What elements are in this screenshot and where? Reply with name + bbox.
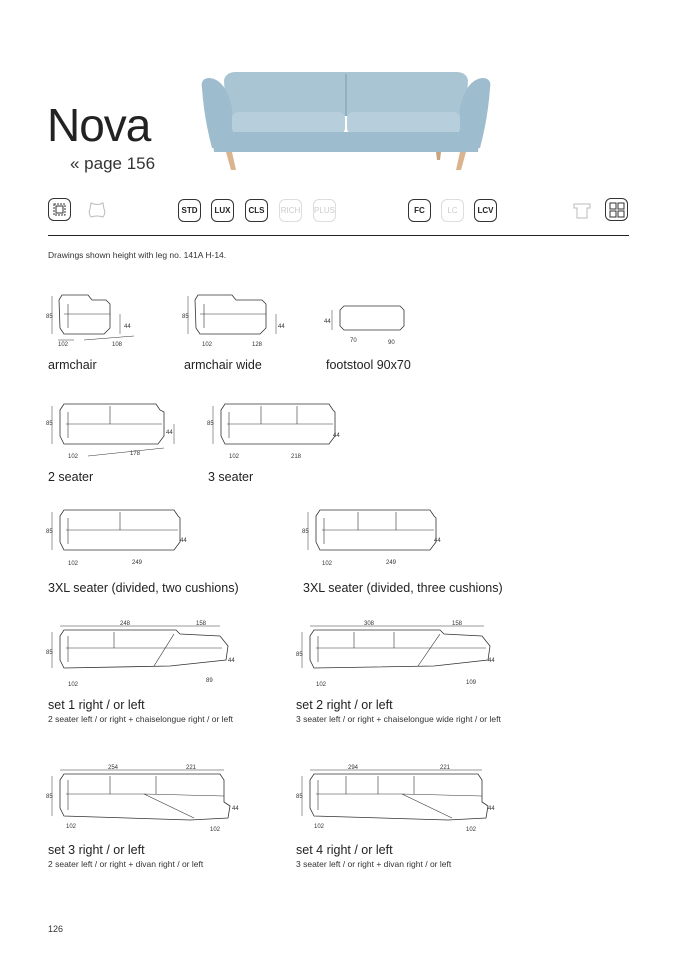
three-seater-seat: 44 bbox=[333, 433, 340, 439]
footstool-height: 44 bbox=[324, 319, 331, 325]
set2-seat: 44 bbox=[488, 658, 495, 664]
xl-two-height: 85 bbox=[46, 529, 53, 535]
two-seater-seat: 44 bbox=[166, 430, 173, 436]
std-badge: STD bbox=[178, 199, 201, 222]
armchair-wide-label: armchair wide bbox=[184, 358, 262, 372]
set4-depth: 102 bbox=[314, 824, 325, 830]
cover-icon bbox=[571, 199, 593, 221]
three-seater-label: 3 seater bbox=[208, 470, 254, 484]
plus-badge: PLUS bbox=[313, 199, 336, 222]
xl-three-height: 85 bbox=[302, 529, 309, 535]
set4-drawing bbox=[294, 762, 504, 836]
rich-badge: RICH bbox=[279, 199, 302, 222]
armchair-wide-width: 128 bbox=[252, 342, 263, 348]
header-divider bbox=[48, 235, 629, 236]
armchair-depth: 102 bbox=[58, 342, 69, 348]
xl-two-seat: 44 bbox=[180, 538, 187, 544]
set2-drawing bbox=[294, 618, 504, 688]
set3-depth2: 102 bbox=[210, 827, 221, 833]
set4-top-left: 294 bbox=[348, 765, 359, 771]
set1-seat: 44 bbox=[228, 658, 235, 664]
set2-depth2: 109 bbox=[466, 680, 477, 686]
footstool-drawing bbox=[322, 300, 422, 350]
cls-badge: CLS bbox=[245, 199, 268, 222]
xl-three-cushions-label: 3XL seater (divided, three cushions) bbox=[303, 581, 503, 595]
set2-label: set 2 right / or left bbox=[296, 698, 393, 712]
xl-two-depth: 102 bbox=[68, 561, 79, 567]
armchair-wide-depth: 102 bbox=[202, 342, 213, 348]
xl-three-width: 249 bbox=[386, 560, 397, 566]
two-seater-depth: 102 bbox=[68, 454, 79, 460]
xl-two-cushions-drawing bbox=[44, 506, 204, 570]
leg-note: Drawings shown height with leg no. 141A H-14. bbox=[48, 250, 227, 260]
fabric-swatch-icon bbox=[48, 198, 71, 221]
set4-label: set 4 right / or left bbox=[296, 843, 393, 857]
set4-description: 3 seater left / or right + divan right / or left bbox=[296, 859, 452, 869]
fc-badge: FC bbox=[408, 199, 431, 222]
xl-three-depth: 102 bbox=[322, 561, 333, 567]
two-seater-height: 85 bbox=[46, 421, 53, 427]
two-seater-label: 2 seater bbox=[48, 470, 94, 484]
three-seater-drawing bbox=[205, 400, 355, 464]
modules-icon bbox=[605, 198, 628, 221]
set4-top-right: 221 bbox=[440, 765, 451, 771]
set4-height: 85 bbox=[296, 794, 303, 800]
footstool-label: footstool 90x70 bbox=[326, 358, 411, 372]
three-seater-depth: 102 bbox=[229, 454, 240, 460]
xl-two-cushions-label: 3XL seater (divided, two cushions) bbox=[48, 581, 239, 595]
armchair-wide-seat: 44 bbox=[278, 324, 285, 330]
set1-drawing bbox=[44, 618, 244, 688]
set3-depth: 102 bbox=[66, 824, 77, 830]
three-seater-height: 85 bbox=[207, 421, 214, 427]
armchair-height: 85 bbox=[46, 314, 53, 320]
set3-top-right: 221 bbox=[186, 765, 197, 771]
sofa-product-image bbox=[196, 68, 496, 176]
page-reference-link[interactable]: « page 156 bbox=[70, 154, 156, 173]
leather-hide-icon bbox=[86, 199, 108, 221]
set2-height: 85 bbox=[296, 652, 303, 658]
set3-height: 85 bbox=[46, 794, 53, 800]
set1-label: set 1 right / or left bbox=[48, 698, 145, 712]
lc-badge: LC bbox=[441, 199, 464, 222]
lcv-badge: LCV bbox=[474, 199, 497, 222]
two-seater-width: 178 bbox=[130, 451, 141, 457]
set3-seat: 44 bbox=[232, 806, 239, 812]
armchair-label: armchair bbox=[48, 358, 97, 372]
footstool-width: 90 bbox=[388, 340, 395, 346]
set2-depth: 102 bbox=[316, 682, 327, 688]
two-seater-drawing bbox=[44, 400, 184, 464]
page-number: 126 bbox=[48, 924, 64, 934]
three-seater-width: 218 bbox=[291, 454, 302, 460]
set3-top-left: 254 bbox=[108, 765, 119, 771]
set4-depth2: 102 bbox=[466, 827, 477, 833]
set1-description: 2 seater left / or right + chaiselongue right / or left bbox=[48, 714, 233, 724]
set2-description: 3 seater left / or right + chaiselongue wide right / or left bbox=[296, 714, 501, 724]
set4-seat: 44 bbox=[488, 806, 495, 812]
set2-top-right: 158 bbox=[452, 621, 463, 627]
set3-drawing bbox=[44, 762, 244, 836]
xl-three-seat: 44 bbox=[434, 538, 441, 544]
set1-top-left: 248 bbox=[120, 621, 131, 627]
lux-badge: LUX bbox=[211, 199, 234, 222]
set3-description: 2 seater left / or right + divan right / or left bbox=[48, 859, 204, 869]
armchair-width: 108 bbox=[112, 342, 123, 348]
product-title: Nova bbox=[47, 99, 151, 151]
armchair-seat: 44 bbox=[124, 324, 131, 330]
xl-three-cushions-drawing bbox=[300, 506, 460, 570]
set1-top-right: 158 bbox=[196, 621, 207, 627]
xl-two-width: 249 bbox=[132, 560, 143, 566]
armchair-drawing bbox=[44, 290, 144, 350]
set2-top-left: 308 bbox=[364, 621, 375, 627]
set3-label: set 3 right / or left bbox=[48, 843, 145, 857]
set1-depth: 102 bbox=[68, 682, 79, 688]
armchair-wide-drawing bbox=[180, 290, 290, 350]
set1-height: 85 bbox=[46, 650, 53, 656]
armchair-wide-height: 85 bbox=[182, 314, 189, 320]
footstool-depth: 70 bbox=[350, 338, 357, 344]
set1-depth2: 89 bbox=[206, 678, 213, 684]
